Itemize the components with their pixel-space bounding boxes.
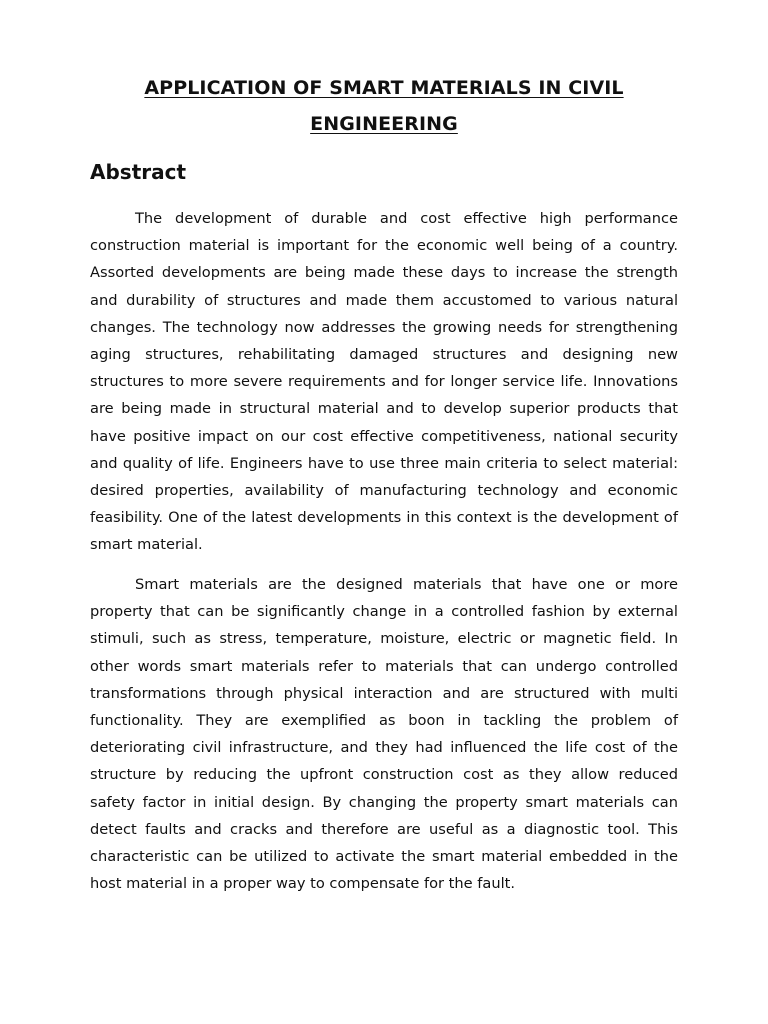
section-heading-abstract: Abstract xyxy=(90,160,187,184)
abstract-paragraph-2: Smart materials are the designed materials that have one or more property that can be significantly change in a controlled fashion by external stimuli, such as stress, temperature, moisture, electric or magnetic field. In other words smart materials refer to materials that can undergo controlled transformations through physical interaction and are structured with multi functionality. They are exemplified as boon in tackling the problem of deteriorating civil infrastructure, and they had influenced the life cost of the structure by reducing the upfront construction cost as they allow reduced safety factor in initial design. By changing the property smart materials can detect faults and cracks and therefore are useful as a diagnostic tool. This characteristic can be utilized to activate the smart material embedded in the host material in a proper way to compensate for the fault. xyxy=(90,576,678,893)
document-title: APPLICATION OF SMART MATERIALS IN CIVIL ENGINEERING xyxy=(144,77,624,135)
abstract-paragraph-1: The development of durable and cost effective high performance construction material is important for the economic well being of a country. Assorted developments are being made these days to increase the strength and durability of structures and made them accustomed to various natural changes. The technology now addresses the growing needs for strengthening aging structures, rehabilitating damaged structures and designing new structures to more severe requirements and for longer service life. Innovations are being made in structural material and to develop superior products that have positive impact on our cost effective competitiveness, national security and quality of life. Engineers have to use three main criteria to select material: desired properties, availability of manufacturing technology and economic feasibility. One of the latest developments in this context is the development of smart material. xyxy=(90,210,678,554)
